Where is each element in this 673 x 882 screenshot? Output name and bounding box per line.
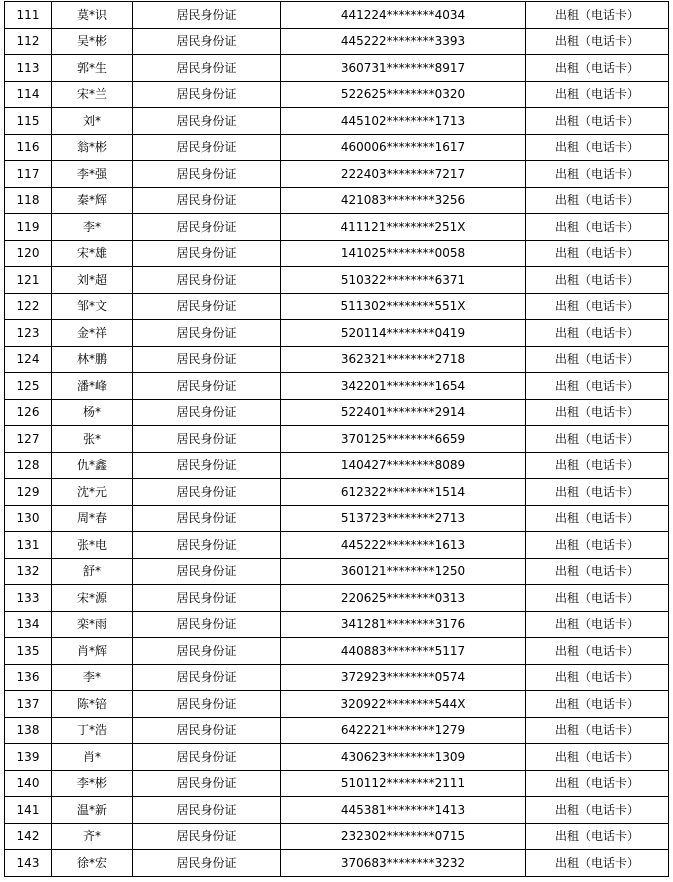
table-row [5, 611, 669, 638]
row-number-cell: 141 [5, 797, 52, 824]
purpose-cell: 出租（电话卡） [526, 161, 669, 188]
table-row [5, 426, 669, 453]
document-type-cell: 居民身份证 [133, 108, 281, 135]
row-number-cell: 121 [5, 267, 52, 294]
id-number-cell: 430623********1309 [281, 744, 526, 771]
row-number-cell: 140 [5, 770, 52, 797]
purpose-cell: 出租（电话卡） [526, 346, 669, 373]
row-number-cell: 126 [5, 399, 52, 426]
row-number-cell: 115 [5, 108, 52, 135]
id-number-cell: 360731********8917 [281, 55, 526, 82]
name-cell: 温*新 [52, 797, 133, 824]
id-number-cell: 520114********0419 [281, 320, 526, 347]
row-number-cell: 120 [5, 240, 52, 267]
records-table-body [5, 2, 669, 877]
purpose-cell: 出租（电话卡） [526, 293, 669, 320]
name-cell: 潘*峰 [52, 373, 133, 400]
id-number-cell: 232302********0715 [281, 823, 526, 850]
id-number-cell: 445381********1413 [281, 797, 526, 824]
row-number-cell: 111 [5, 2, 52, 29]
table-row [5, 346, 669, 373]
purpose-cell: 出租（电话卡） [526, 664, 669, 691]
document-type-cell: 居民身份证 [133, 558, 281, 585]
table-row [5, 320, 669, 347]
records-table [4, 1, 669, 877]
id-number-cell: 370683********3232 [281, 850, 526, 877]
document-type-cell: 居民身份证 [133, 532, 281, 559]
name-cell: 郭*生 [52, 55, 133, 82]
document-type-cell: 居民身份证 [133, 638, 281, 665]
document-type-cell: 居民身份证 [133, 320, 281, 347]
table-row [5, 850, 669, 877]
document-type-cell: 居民身份证 [133, 770, 281, 797]
table-row [5, 2, 669, 29]
id-number-cell: 411121********251X [281, 214, 526, 241]
id-number-cell: 522625********0320 [281, 81, 526, 108]
purpose-cell: 出租（电话卡） [526, 611, 669, 638]
id-number-cell: 522401********2914 [281, 399, 526, 426]
name-cell: 栾*雨 [52, 611, 133, 638]
document-type-cell: 居民身份证 [133, 797, 281, 824]
row-number-cell: 122 [5, 293, 52, 320]
id-number-cell: 141025********0058 [281, 240, 526, 267]
name-cell: 莫*识 [52, 2, 133, 29]
purpose-cell: 出租（电话卡） [526, 55, 669, 82]
name-cell: 吴*彬 [52, 28, 133, 55]
row-number-cell: 116 [5, 134, 52, 161]
table-row [5, 214, 669, 241]
id-number-cell: 220625********0313 [281, 585, 526, 612]
document-type-cell: 居民身份证 [133, 346, 281, 373]
id-number-cell: 370125********6659 [281, 426, 526, 453]
purpose-cell: 出租（电话卡） [526, 770, 669, 797]
name-cell: 宋*源 [52, 585, 133, 612]
table-row [5, 161, 669, 188]
document-type-cell: 居民身份证 [133, 267, 281, 294]
table-row [5, 770, 669, 797]
id-number-cell: 222403********7217 [281, 161, 526, 188]
purpose-cell: 出租（电话卡） [526, 28, 669, 55]
row-number-cell: 131 [5, 532, 52, 559]
document-type-cell: 居民身份证 [133, 611, 281, 638]
name-cell: 周*春 [52, 505, 133, 532]
document-type-cell: 居民身份证 [133, 850, 281, 877]
record-sheet [4, 1, 668, 877]
row-number-cell: 125 [5, 373, 52, 400]
name-cell: 丁*浩 [52, 717, 133, 744]
row-number-cell: 130 [5, 505, 52, 532]
purpose-cell: 出租（电话卡） [526, 2, 669, 29]
id-number-cell: 421083********3256 [281, 187, 526, 214]
purpose-cell: 出租（电话卡） [526, 823, 669, 850]
name-cell: 刘* [52, 108, 133, 135]
document-type-cell: 居民身份证 [133, 81, 281, 108]
row-number-cell: 114 [5, 81, 52, 108]
purpose-cell: 出租（电话卡） [526, 717, 669, 744]
name-cell: 刘*超 [52, 267, 133, 294]
document-type-cell: 居民身份证 [133, 664, 281, 691]
id-number-cell: 445102********1713 [281, 108, 526, 135]
table-row [5, 585, 669, 612]
id-number-cell: 440883********5117 [281, 638, 526, 665]
document-type-cell: 居民身份证 [133, 373, 281, 400]
name-cell: 齐* [52, 823, 133, 850]
name-cell: 宋*兰 [52, 81, 133, 108]
table-row [5, 267, 669, 294]
row-number-cell: 135 [5, 638, 52, 665]
row-number-cell: 127 [5, 426, 52, 453]
row-number-cell: 132 [5, 558, 52, 585]
row-number-cell: 143 [5, 850, 52, 877]
purpose-cell: 出租（电话卡） [526, 320, 669, 347]
id-number-cell: 460006********1617 [281, 134, 526, 161]
name-cell: 秦*辉 [52, 187, 133, 214]
document-type-cell: 居民身份证 [133, 161, 281, 188]
name-cell: 金*祥 [52, 320, 133, 347]
table-row [5, 293, 669, 320]
table-row [5, 717, 669, 744]
id-number-cell: 320922********544X [281, 691, 526, 718]
row-number-cell: 124 [5, 346, 52, 373]
row-number-cell: 128 [5, 452, 52, 479]
name-cell: 邹*文 [52, 293, 133, 320]
id-number-cell: 642221********1279 [281, 717, 526, 744]
purpose-cell: 出租（电话卡） [526, 452, 669, 479]
purpose-cell: 出租（电话卡） [526, 134, 669, 161]
id-number-cell: 445222********3393 [281, 28, 526, 55]
table-row [5, 28, 669, 55]
table-row [5, 373, 669, 400]
table-row [5, 505, 669, 532]
purpose-cell: 出租（电话卡） [526, 373, 669, 400]
name-cell: 沈*元 [52, 479, 133, 506]
purpose-cell: 出租（电话卡） [526, 691, 669, 718]
row-number-cell: 112 [5, 28, 52, 55]
purpose-cell: 出租（电话卡） [526, 267, 669, 294]
id-number-cell: 513723********2713 [281, 505, 526, 532]
id-number-cell: 510112********2111 [281, 770, 526, 797]
document-type-cell: 居民身份证 [133, 691, 281, 718]
table-row [5, 81, 669, 108]
name-cell: 张*电 [52, 532, 133, 559]
purpose-cell: 出租（电话卡） [526, 638, 669, 665]
document-type-cell: 居民身份证 [133, 426, 281, 453]
name-cell: 仇*鑫 [52, 452, 133, 479]
table-row [5, 452, 669, 479]
name-cell: 李*强 [52, 161, 133, 188]
row-number-cell: 142 [5, 823, 52, 850]
table-row [5, 823, 669, 850]
table-row [5, 744, 669, 771]
document-type-cell: 居民身份证 [133, 452, 281, 479]
document-type-cell: 居民身份证 [133, 585, 281, 612]
name-cell: 翁*彬 [52, 134, 133, 161]
table-row [5, 399, 669, 426]
document-type-cell: 居民身份证 [133, 134, 281, 161]
document-type-cell: 居民身份证 [133, 2, 281, 29]
name-cell: 李*彬 [52, 770, 133, 797]
document-type-cell: 居民身份证 [133, 55, 281, 82]
id-number-cell: 510322********6371 [281, 267, 526, 294]
name-cell: 舒* [52, 558, 133, 585]
purpose-cell: 出租（电话卡） [526, 744, 669, 771]
row-number-cell: 136 [5, 664, 52, 691]
document-type-cell: 居民身份证 [133, 399, 281, 426]
purpose-cell: 出租（电话卡） [526, 214, 669, 241]
row-number-cell: 113 [5, 55, 52, 82]
table-row [5, 558, 669, 585]
row-number-cell: 139 [5, 744, 52, 771]
purpose-cell: 出租（电话卡） [526, 558, 669, 585]
table-row [5, 134, 669, 161]
document-type-cell: 居民身份证 [133, 214, 281, 241]
purpose-cell: 出租（电话卡） [526, 850, 669, 877]
document-type-cell: 居民身份证 [133, 28, 281, 55]
name-cell: 宋*雄 [52, 240, 133, 267]
table-row [5, 664, 669, 691]
purpose-cell: 出租（电话卡） [526, 399, 669, 426]
id-number-cell: 511302********551X [281, 293, 526, 320]
name-cell: 李* [52, 664, 133, 691]
table-row [5, 187, 669, 214]
id-number-cell: 445222********1613 [281, 532, 526, 559]
row-number-cell: 118 [5, 187, 52, 214]
document-type-cell: 居民身份证 [133, 823, 281, 850]
table-row [5, 240, 669, 267]
table-row [5, 479, 669, 506]
name-cell: 陈*锫 [52, 691, 133, 718]
document-type-cell: 居民身份证 [133, 479, 281, 506]
document-type-cell: 居民身份证 [133, 293, 281, 320]
row-number-cell: 119 [5, 214, 52, 241]
name-cell: 肖*辉 [52, 638, 133, 665]
name-cell: 张* [52, 426, 133, 453]
row-number-cell: 123 [5, 320, 52, 347]
row-number-cell: 134 [5, 611, 52, 638]
document-type-cell: 居民身份证 [133, 505, 281, 532]
id-number-cell: 360121********1250 [281, 558, 526, 585]
id-number-cell: 342201********1654 [281, 373, 526, 400]
name-cell: 杨* [52, 399, 133, 426]
table-row [5, 108, 669, 135]
row-number-cell: 138 [5, 717, 52, 744]
purpose-cell: 出租（电话卡） [526, 240, 669, 267]
purpose-cell: 出租（电话卡） [526, 479, 669, 506]
purpose-cell: 出租（电话卡） [526, 426, 669, 453]
name-cell: 林*鹏 [52, 346, 133, 373]
name-cell: 肖* [52, 744, 133, 771]
table-row [5, 532, 669, 559]
purpose-cell: 出租（电话卡） [526, 81, 669, 108]
table-row [5, 638, 669, 665]
id-number-cell: 362321********2718 [281, 346, 526, 373]
table-row [5, 691, 669, 718]
document-type-cell: 居民身份证 [133, 240, 281, 267]
id-number-cell: 140427********8089 [281, 452, 526, 479]
document-type-cell: 居民身份证 [133, 717, 281, 744]
document-type-cell: 居民身份证 [133, 187, 281, 214]
id-number-cell: 341281********3176 [281, 611, 526, 638]
purpose-cell: 出租（电话卡） [526, 187, 669, 214]
row-number-cell: 137 [5, 691, 52, 718]
purpose-cell: 出租（电话卡） [526, 108, 669, 135]
name-cell: 李* [52, 214, 133, 241]
row-number-cell: 129 [5, 479, 52, 506]
id-number-cell: 441224********4034 [281, 2, 526, 29]
purpose-cell: 出租（电话卡） [526, 532, 669, 559]
purpose-cell: 出租（电话卡） [526, 585, 669, 612]
name-cell: 徐*宏 [52, 850, 133, 877]
purpose-cell: 出租（电话卡） [526, 797, 669, 824]
id-number-cell: 372923********0574 [281, 664, 526, 691]
table-row [5, 797, 669, 824]
document-type-cell: 居民身份证 [133, 744, 281, 771]
table-row [5, 55, 669, 82]
id-number-cell: 612322********1514 [281, 479, 526, 506]
purpose-cell: 出租（电话卡） [526, 505, 669, 532]
row-number-cell: 117 [5, 161, 52, 188]
row-number-cell: 133 [5, 585, 52, 612]
